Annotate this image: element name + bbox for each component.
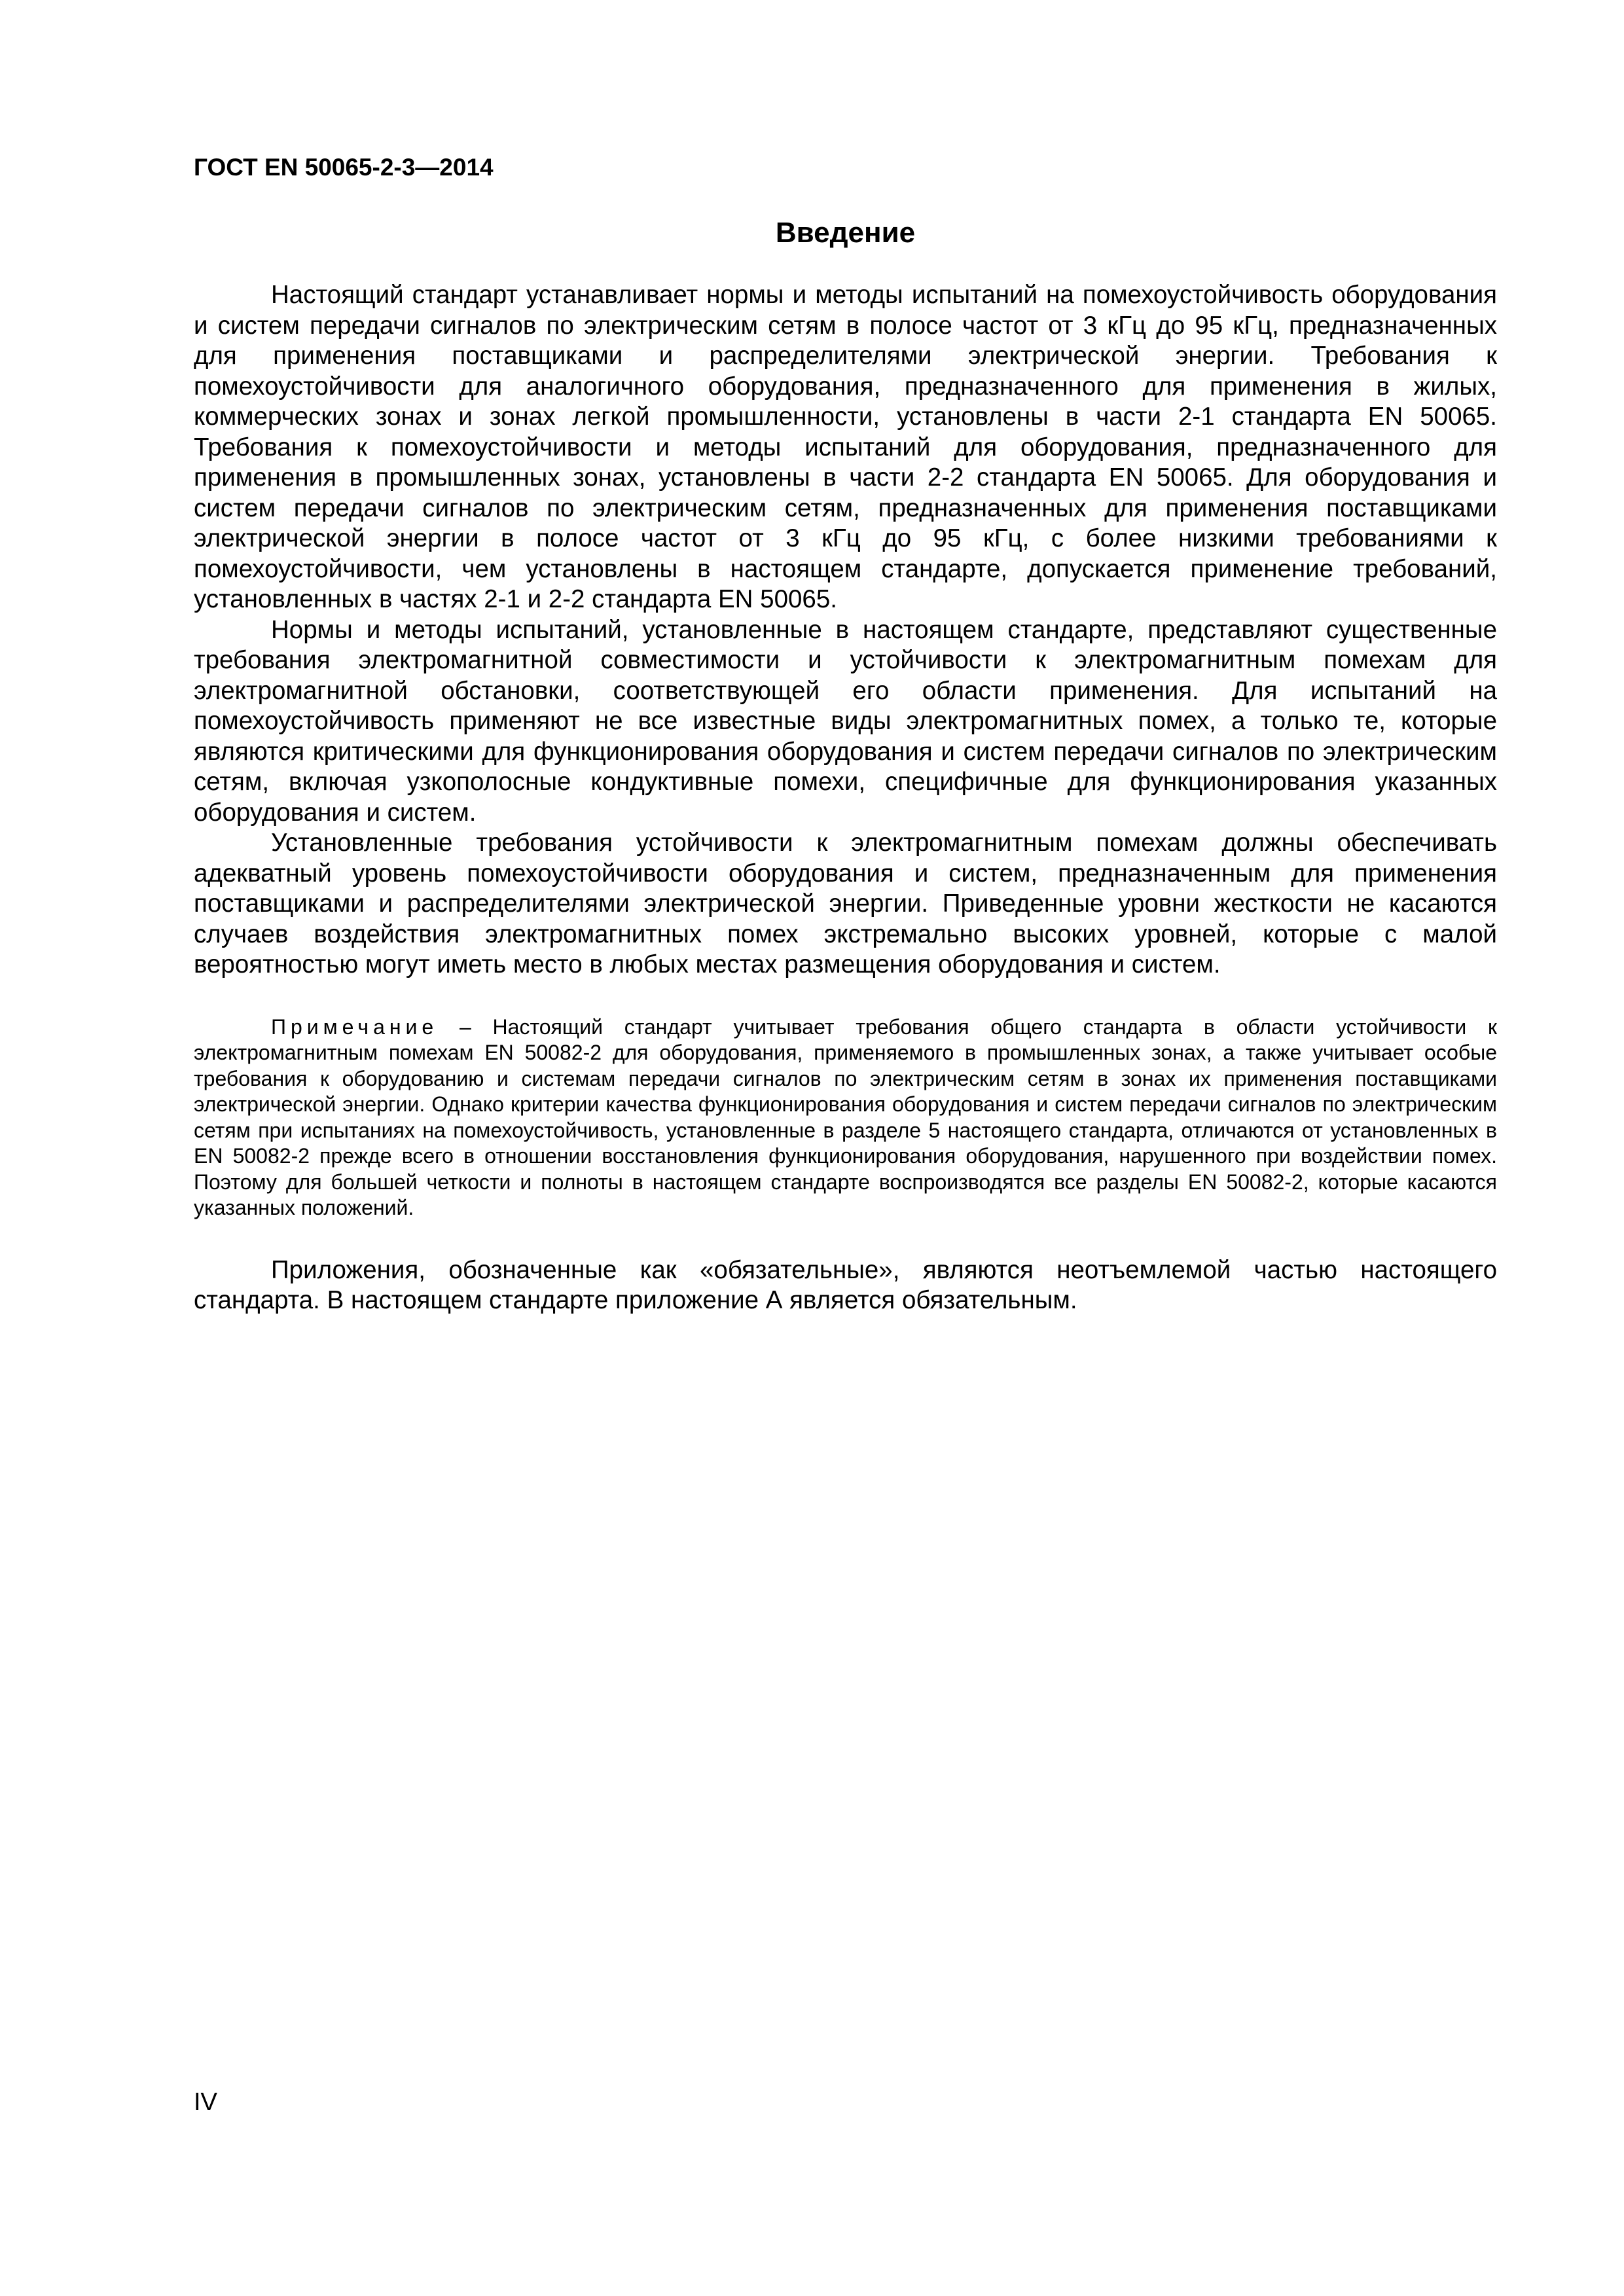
section-title: Введение [775, 217, 916, 249]
note-text: – Настоящий стандарт учитывает требования общего стандарта в области устойчивости к электромагнитным помехам EN 50082-2 для оборудования, применяемого в промышленных зонах, а также учитывает особые требования к оборудованию и системам передачи сигналов по электрическим сетям в зонах их применения поставщиками электрической энергии. Однако критерии качества функционирования оборудования и систем передачи сигналов по электрическим сетям при испытаниях на помехоустойчивость, установленные в разделе 5 настоящего стандарта, отличаются от установленных в EN 50082-2 прежде всего в отношении восстановления функционирования оборудования, нарушенного при воздействии помех. Поэтому для большей четкости и полноты в настоящем стандарте воспроизводятся все разделы EN 50082-2, которые касаются указанных положений. [194, 1014, 1498, 1219]
page-number: IV [194, 2089, 217, 2116]
note-label: Примечание [271, 1014, 439, 1039]
body-paragraph-2: Нормы и методы испытаний, установленные в настоящем стандарте, представляют существенные требования электромагнитной совместимости и устойчивости к электромагнитным помехам для электромагнитной обстановки, соответствующей его области применения. Для испытаний на помехоустойчивость применяют не все известные виды электромагнитных помех, а только те, которые являются критическими для функционирования оборудования и систем передачи сигналов по электрическим сетям, включая узкополосные кондуктивные помехи, специфичные для функционирования указанных оборудования и систем. [194, 615, 1497, 827]
document-header: ГОСТ EN 50065-2-3—2014 [194, 154, 494, 181]
closing-paragraph: Приложения, обозначенные как «обязательные», являются неотъемлемой частью настоящего стандарта. В настоящем стандарте приложение А является обязательным. [194, 1255, 1497, 1314]
body-paragraph-1: Настоящий стандарт устанавливает нормы и методы испытаний на помехоустойчивость оборудования и систем передачи сигналов по электрическим сетям в полосе частот от 3 кГц до 95 кГц, предназначенных для применения поставщиками и распределителями электрической энергии. Требования к помехоустойчивости для аналогичного оборудования, предназначенного для применения в жилых, коммерческих зонах и зонах легкой промышленности, установлены в части 2-1 стандарта EN 50065. Требования к помехоустойчивости и методы испытаний для оборудования, предназначенного для применения в промышленных зонах, установлены в части 2-2 стандарта EN 50065. Для оборудования и систем передачи сигналов по электрическим сетям, предназначенных для применения поставщиками электрической энергии в полосе частот от 3 кГц до 95 кГц, с более низкими требованиями к помехоустойчивости, чем установлены в настоящем стандарте, допускается применение требований, установленных в частях 2-1 и 2-2 стандарта EN 50065. [194, 281, 1497, 613]
body-paragraph-3: Установленные требования устойчивости к электромагнитным помехам должны обеспечивать адекватный уровень помехоустойчивости оборудования и систем, предназначенным для применения поставщиками и распределителями электрической энергии. Приведенные уровни жесткости не касаются случаев воздействия электромагнитных помех экстремально высоких уровней, которые с малой вероятностью могут иметь место в любых местах размещения оборудования и систем. [194, 829, 1497, 978]
note-block [194, 1014, 1497, 1221]
document-body [194, 280, 1497, 1316]
